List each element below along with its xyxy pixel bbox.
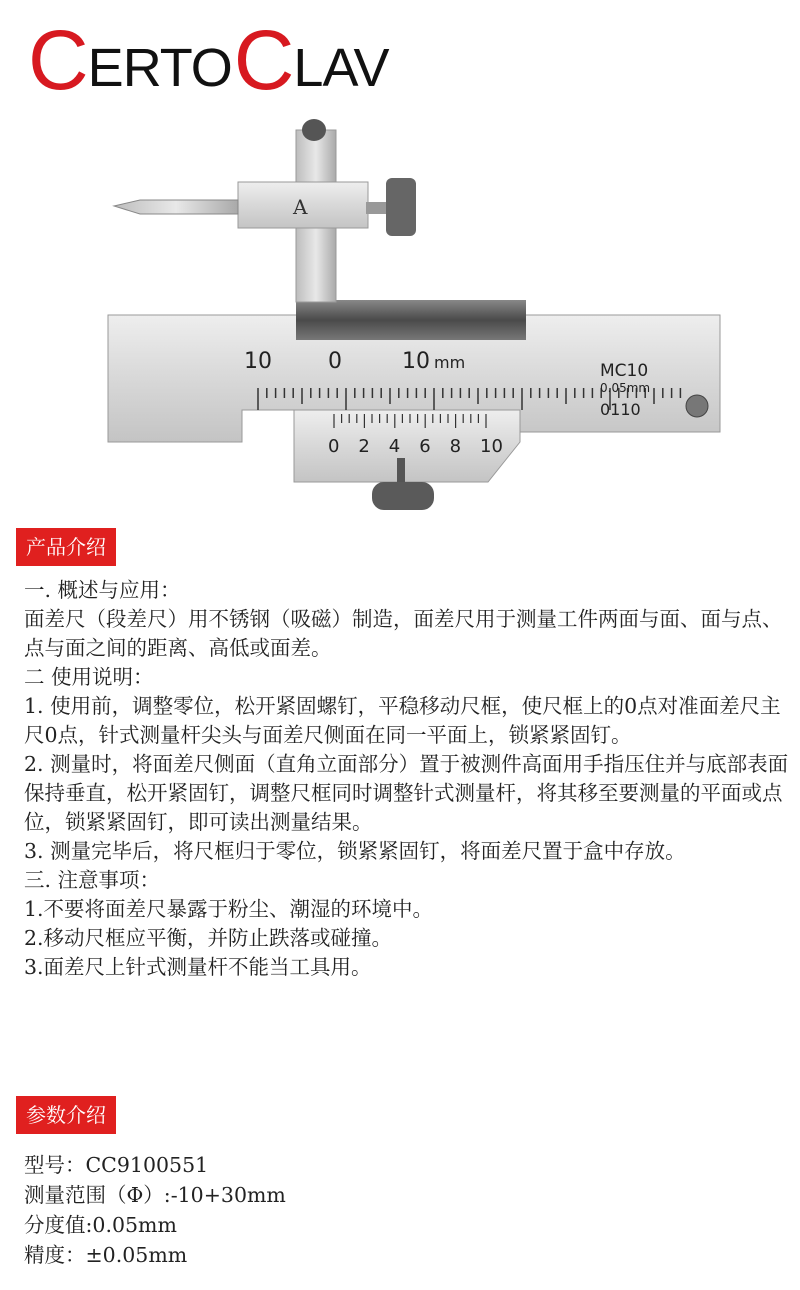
- scale-label-left: 10: [244, 349, 272, 374]
- side-knob-icon: [386, 178, 416, 236]
- intro-line: 二 使用说明：: [24, 665, 154, 689]
- model-mark: MC10: [600, 361, 649, 381]
- logo-text-erto: ERTO: [87, 38, 232, 98]
- brand-logo: [28, 13, 390, 107]
- logo-text-lav: LAV: [293, 38, 389, 98]
- mount-hole-icon: [686, 395, 708, 417]
- intro-line: 1.不要将面差尺暴露于粉尘、潮湿的环境中。: [24, 897, 434, 921]
- vernier-label: 6: [419, 436, 431, 457]
- vernier-label: 8: [449, 436, 462, 457]
- intro-line: 3. 测量完毕后，将尺框归于零位，锁紧紧固钉，将面差尺置于盒中存放。: [24, 839, 686, 863]
- section-tab-parameters: 参数介绍: [16, 1096, 116, 1134]
- intro-line: 2.移动尺框应平衡，并防止跌落或碰撞。: [24, 926, 393, 950]
- logo-letter-c1: C: [28, 13, 88, 107]
- product-image: [100, 110, 740, 530]
- vernier-label: 2: [358, 436, 370, 457]
- scale-label-right: 10: [402, 349, 430, 374]
- resolution-mark: 0.05mm: [600, 381, 651, 395]
- param-range: 测量范围（Φ）:-10+30mm: [24, 1183, 286, 1207]
- top-screw-icon: [302, 119, 326, 141]
- section-tab-product-intro: 产品介绍: [16, 528, 116, 566]
- block-letter: A: [293, 195, 308, 219]
- base-block: [296, 300, 526, 340]
- intro-line: 一. 概述与应用：: [24, 578, 181, 602]
- param-accuracy: 精度：±0.05mm: [24, 1243, 188, 1267]
- param-model: 型号：CC9100551: [24, 1153, 209, 1177]
- vernier-label: 10: [480, 436, 503, 457]
- vernier-label: 0: [328, 436, 340, 457]
- intro-line: 3.面差尺上针式测量杆不能当工具用。: [24, 955, 372, 979]
- scale-label-zero: 0: [328, 349, 342, 374]
- scale-unit: mm: [434, 353, 466, 372]
- intro-line: 2. 测量时，将面差尺侧面（直角立面部分）置于被测件高面用手指压住并与底部表面保持垂直，松开紧固钉，调整尺框同时调整针式测量杆，将其移至要测量的平面或点位，锁紧紧固钉，即可读出测量结果。: [24, 752, 789, 834]
- parameter-list: [24, 1150, 286, 1270]
- serial-mark: 0110: [600, 400, 641, 419]
- intro-line: 1. 使用前，调整零位，松开紧固螺钉，平稳移动尺框，使尺框上的0点对准面差尺主尺0点，针式测量杆尖头与面差尺侧面在同一平面上，锁紧紧固钉。: [24, 694, 781, 747]
- needle-probe: [114, 200, 238, 214]
- product-intro-text: [24, 576, 790, 982]
- bottom-knob-icon: [372, 482, 434, 510]
- vernier-label: 4: [388, 436, 401, 457]
- intro-line: 三. 注意事项：: [24, 868, 161, 892]
- logo-letter-c2: C: [233, 13, 294, 107]
- intro-line: 面差尺（段差尺）用不锈钢（吸磁）制造，面差尺用于测量工件两面与面、面与点、点与面之间的距离、高低或面差。: [24, 607, 783, 660]
- param-division: 分度值:0.05mm: [24, 1213, 177, 1237]
